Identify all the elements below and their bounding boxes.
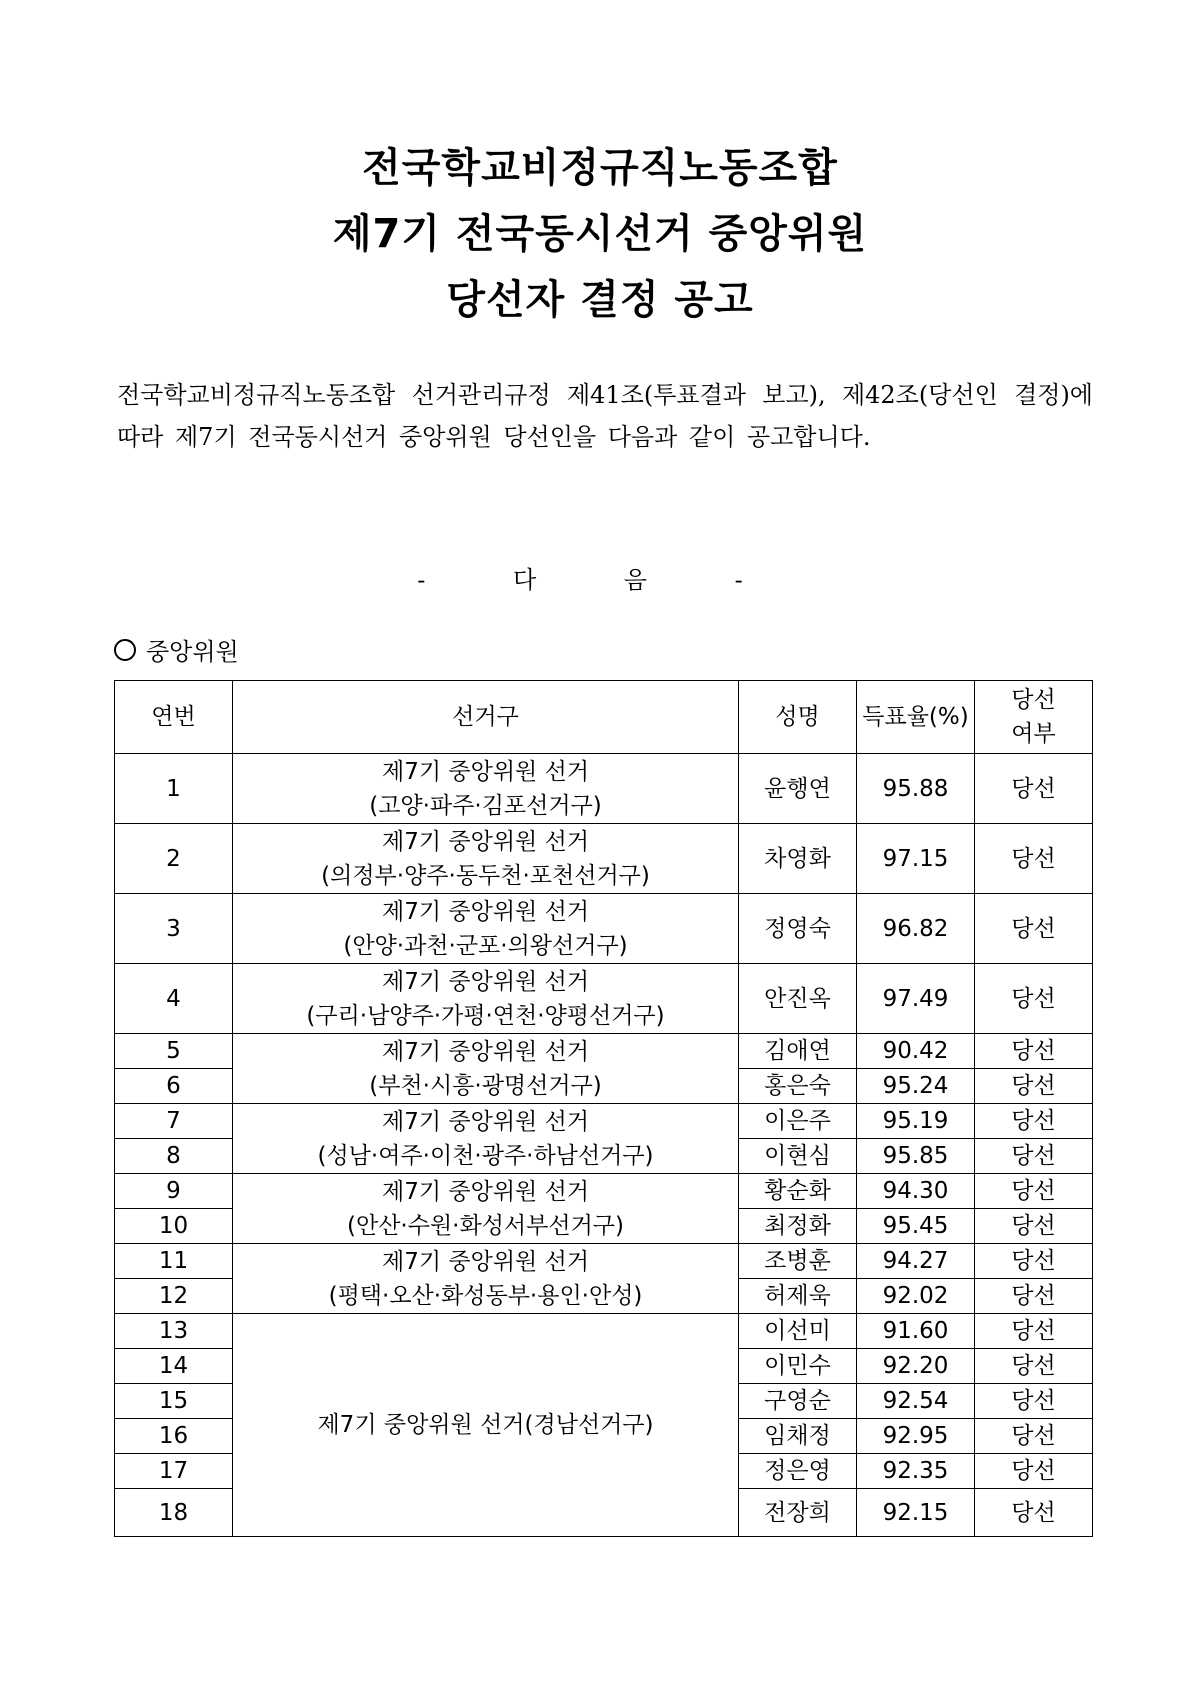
header-rate: 득표율(%) (857, 681, 975, 754)
table-row (115, 1174, 1093, 1209)
notice-title-line3: 당선자 결정 공고 (446, 277, 754, 323)
vote-rate: 95.19 (857, 1104, 975, 1139)
district-name: (평택·오산·화성동부·용인·안성) (328, 1282, 643, 1309)
district-title: 제7기 중앙위원 선거 (382, 1248, 589, 1275)
candidate-name: 조병훈 (739, 1244, 857, 1279)
table-row (115, 1034, 1093, 1069)
table-row (115, 894, 1093, 964)
row-num: 8 (115, 1139, 233, 1174)
district-title: 제7기 중앙위원 선거 (382, 1108, 589, 1135)
vote-rate: 90.42 (857, 1034, 975, 1069)
district-name: (안양·과천·군포·의왕선거구) (343, 932, 628, 959)
section-heading (114, 632, 239, 667)
vote-rate: 92.95 (857, 1419, 975, 1454)
district-title: 제7기 중앙위원 선거 (382, 758, 589, 785)
row-num: 2 (115, 824, 233, 894)
vote-rate: 95.45 (857, 1209, 975, 1244)
candidate-name: 이은주 (739, 1104, 857, 1139)
district-name: (부천·시흥·광명선거구) (369, 1072, 602, 1099)
row-num: 6 (115, 1069, 233, 1104)
district-name: (구리·남양주·가평·연천·양평선거구) (306, 1002, 665, 1029)
district-cell (233, 1034, 739, 1104)
candidate-name: 최정화 (739, 1209, 857, 1244)
row-num: 13 (115, 1314, 233, 1349)
row-num: 12 (115, 1279, 233, 1314)
district-name: (고양·파주·김포선거구) (369, 792, 602, 819)
table-row (115, 824, 1093, 894)
header-result-line2: 여부 (1011, 721, 1056, 747)
election-result: 당선 (975, 1314, 1093, 1349)
header-district: 선거구 (233, 681, 739, 754)
section-label: 중앙위원 (146, 638, 239, 666)
vote-rate: 94.30 (857, 1174, 975, 1209)
table-row (115, 964, 1093, 1034)
vote-rate: 97.49 (857, 964, 975, 1034)
header-result (975, 681, 1093, 754)
candidate-name: 전장희 (739, 1489, 857, 1537)
row-num: 9 (115, 1174, 233, 1209)
intro-paragraph: 전국학교비정규직노동조합 선거관리규정 제41조(투표결과 보고), 제42조(당선인 결정)에 따라 제7기 전국동시선거 중앙위원 당선인을 다음과 같이 공고합니다. (117, 381, 1093, 451)
election-result: 당선 (975, 1349, 1093, 1384)
candidate-name: 김애연 (739, 1034, 857, 1069)
candidate-name: 임채정 (739, 1419, 857, 1454)
row-num: 3 (115, 894, 233, 964)
row-num: 17 (115, 1454, 233, 1489)
candidate-name: 정은영 (739, 1454, 857, 1489)
vote-rate: 96.82 (857, 894, 975, 964)
row-num: 16 (115, 1419, 233, 1454)
row-num: 10 (115, 1209, 233, 1244)
row-num: 5 (115, 1034, 233, 1069)
vote-rate: 94.27 (857, 1244, 975, 1279)
vote-rate: 95.24 (857, 1069, 975, 1104)
candidate-name: 정영숙 (739, 894, 857, 964)
district-name: (안산·수원·화성서부선거구) (347, 1212, 624, 1239)
vote-rate: 92.54 (857, 1384, 975, 1419)
table-row (115, 1314, 1093, 1349)
candidate-name: 이민수 (739, 1349, 857, 1384)
election-result: 당선 (975, 1489, 1093, 1537)
table-row (115, 754, 1093, 824)
election-result: 당선 (975, 1279, 1093, 1314)
row-num: 4 (115, 964, 233, 1034)
circle-bullet-icon (114, 639, 136, 661)
vote-rate: 92.15 (857, 1489, 975, 1537)
results-table (114, 680, 1093, 1537)
candidate-name: 허제욱 (739, 1279, 857, 1314)
district-cell (233, 754, 739, 824)
candidate-name: 이현심 (739, 1139, 857, 1174)
table-row (115, 1104, 1093, 1139)
separator-heading: - 다 음 - (417, 566, 783, 594)
election-result: 당선 (975, 824, 1093, 894)
district-title: 제7기 중앙위원 선거 (382, 1038, 589, 1065)
election-result: 당선 (975, 1384, 1093, 1419)
district-name: (성남·여주·이천·광주·하남선거구) (317, 1142, 654, 1169)
vote-rate: 95.85 (857, 1139, 975, 1174)
row-num: 11 (115, 1244, 233, 1279)
vote-rate: 92.02 (857, 1279, 975, 1314)
table-header-row (115, 681, 1093, 754)
district-cell (233, 1104, 739, 1174)
vote-rate: 92.35 (857, 1454, 975, 1489)
election-result: 당선 (975, 1174, 1093, 1209)
header-name: 성명 (739, 681, 857, 754)
row-num: 7 (115, 1104, 233, 1139)
district-cell (233, 824, 739, 894)
election-result: 당선 (975, 1139, 1093, 1174)
candidate-name: 차영화 (739, 824, 857, 894)
district-cell (233, 964, 739, 1034)
table-row (115, 1244, 1093, 1279)
district-cell (233, 1174, 739, 1244)
header-result-line1: 당선 (1011, 687, 1056, 713)
candidate-name: 안진옥 (739, 964, 857, 1034)
candidate-name: 홍은숙 (739, 1069, 857, 1104)
vote-rate: 97.15 (857, 824, 975, 894)
election-result: 당선 (975, 1419, 1093, 1454)
header-num: 연번 (115, 681, 233, 754)
election-result: 당선 (975, 1209, 1093, 1244)
election-result: 당선 (975, 1034, 1093, 1069)
row-num: 18 (115, 1489, 233, 1537)
candidate-name: 구영순 (739, 1384, 857, 1419)
election-result: 당선 (975, 894, 1093, 964)
election-result: 당선 (975, 1104, 1093, 1139)
district-title: 제7기 중앙위원 선거 (382, 828, 589, 855)
candidate-name: 이선미 (739, 1314, 857, 1349)
row-num: 14 (115, 1349, 233, 1384)
row-num: 15 (115, 1384, 233, 1419)
district-cell (233, 894, 739, 964)
district-cell: 제7기 중앙위원 선거(경남선거구) (233, 1314, 739, 1537)
candidate-name: 황순화 (739, 1174, 857, 1209)
vote-rate: 92.20 (857, 1349, 975, 1384)
election-result: 당선 (975, 754, 1093, 824)
election-result: 당선 (975, 1069, 1093, 1104)
election-result: 당선 (975, 964, 1093, 1034)
vote-rate: 95.88 (857, 754, 975, 824)
district-name: (의정부·양주·동두천·포천선거구) (321, 862, 650, 889)
election-result: 당선 (975, 1244, 1093, 1279)
row-num: 1 (115, 754, 233, 824)
notice-title-line2: 제7기 전국동시선거 중앙위원 (332, 211, 868, 257)
candidate-name: 윤행연 (739, 754, 857, 824)
vote-rate: 91.60 (857, 1314, 975, 1349)
district-title: 제7기 중앙위원 선거 (382, 968, 589, 995)
election-result: 당선 (975, 1454, 1093, 1489)
district-title: 제7기 중앙위원 선거 (382, 898, 589, 925)
district-title: 제7기 중앙위원 선거 (382, 1178, 589, 1205)
district-cell (233, 1244, 739, 1314)
notice-title-line1: 전국학교비정규직노동조합 (362, 145, 838, 191)
